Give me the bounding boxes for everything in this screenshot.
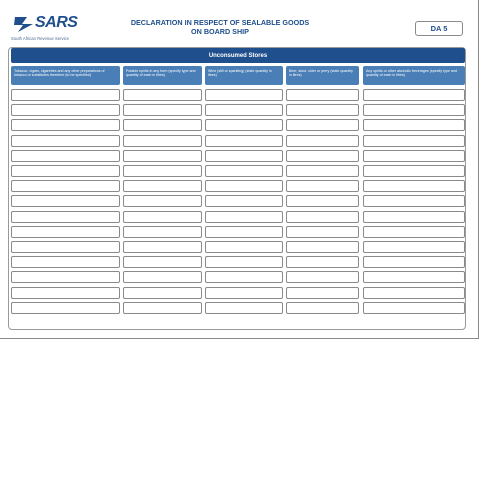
entry-field[interactable] [123,256,202,268]
entry-field[interactable] [11,211,120,223]
entry-field[interactable] [123,211,202,223]
entry-field[interactable] [286,256,359,268]
entry-field[interactable] [363,287,465,299]
entry-field[interactable] [205,302,283,314]
column-header-5: Any spirits or other alcoholic beverages (specify type and quantity of each in litres) [363,66,465,85]
entry-field[interactable] [205,104,283,116]
entry-field[interactable] [11,135,120,147]
entry-field[interactable] [286,211,359,223]
entry-field[interactable] [205,226,283,238]
entry-field[interactable] [11,287,120,299]
sars-logo [11,12,78,44]
entry-field[interactable] [11,256,120,268]
entry-field[interactable] [11,150,120,162]
entry-field[interactable] [123,89,202,101]
entry-field[interactable] [363,180,465,192]
entry-field[interactable] [11,180,120,192]
form-code-box: DA 5 [415,21,463,36]
entry-field[interactable] [123,195,202,207]
entry-field[interactable] [11,195,120,207]
entry-field[interactable] [205,211,283,223]
entry-field[interactable] [205,271,283,283]
section-title-bar: Unconsumed Stores [11,48,465,63]
entry-field[interactable] [363,211,465,223]
entry-field[interactable] [11,226,120,238]
entry-field[interactable] [11,89,120,101]
entry-field[interactable] [286,135,359,147]
entry-field[interactable] [205,241,283,253]
entry-field[interactable] [363,104,465,116]
entry-field[interactable] [205,256,283,268]
entry-field[interactable] [123,287,202,299]
entry-field[interactable] [286,287,359,299]
entry-field[interactable] [123,180,202,192]
entry-field[interactable] [123,104,202,116]
entry-field[interactable] [205,89,283,101]
column-header-4: Beer, stout, cider or perry (state quantity in litres) [286,66,359,85]
form-title [100,19,340,36]
entry-field[interactable] [205,165,283,177]
entry-field[interactable] [286,226,359,238]
entry-field[interactable] [363,302,465,314]
sars-logo-mark-icon [13,15,35,33]
entry-field[interactable] [205,287,283,299]
entry-field[interactable] [123,271,202,283]
entry-field[interactable] [363,150,465,162]
entry-field[interactable] [363,119,465,131]
form-title-line2: ON BOARD SHIP [191,26,249,36]
entry-field[interactable] [286,104,359,116]
entry-field[interactable] [363,165,465,177]
form-title-line1: DECLARATION IN RESPECT OF SEALABLE GOODS [130,18,310,27]
entry-field[interactable] [363,195,465,207]
entry-field[interactable] [286,302,359,314]
entry-field[interactable] [123,226,202,238]
entry-field[interactable] [123,302,202,314]
entry-field[interactable] [205,180,283,192]
entry-field[interactable] [363,135,465,147]
entry-field[interactable] [205,119,283,131]
entry-field[interactable] [205,195,283,207]
entry-field[interactable] [11,241,120,253]
entry-field[interactable] [286,150,359,162]
entry-field[interactable] [11,165,120,177]
entry-field[interactable] [286,271,359,283]
logo-tagline: South African Revenue Service [11,36,69,41]
logo-text: SARS [35,14,78,31]
entry-field[interactable] [205,135,283,147]
entry-field[interactable] [11,104,120,116]
entry-field[interactable] [363,241,465,253]
entry-field[interactable] [363,89,465,101]
entry-field[interactable] [286,89,359,101]
entry-field[interactable] [123,165,202,177]
entry-field[interactable] [123,150,202,162]
entry-field[interactable] [286,119,359,131]
entry-field[interactable] [363,226,465,238]
column-header-3: Wine (still or sparkling) (state quantity in litres) [205,66,283,85]
entry-field[interactable] [286,241,359,253]
entry-field[interactable] [11,119,120,131]
entry-field[interactable] [363,256,465,268]
entry-field[interactable] [363,271,465,283]
entry-field[interactable] [11,271,120,283]
entry-field[interactable] [205,150,283,162]
entry-field[interactable] [286,195,359,207]
column-header-2: Potable spirits in any form (specify type and quantity of each in litres) [123,66,202,85]
entry-field[interactable] [11,302,120,314]
entry-field[interactable] [286,165,359,177]
entry-field[interactable] [123,119,202,131]
entry-field[interactable] [123,241,202,253]
entry-field[interactable] [286,180,359,192]
entry-field[interactable] [123,135,202,147]
column-header-1: Tobacco, cigars, cigarettes and any other preparations of tobacco or substitutes therefore (to be specified) [11,66,120,85]
